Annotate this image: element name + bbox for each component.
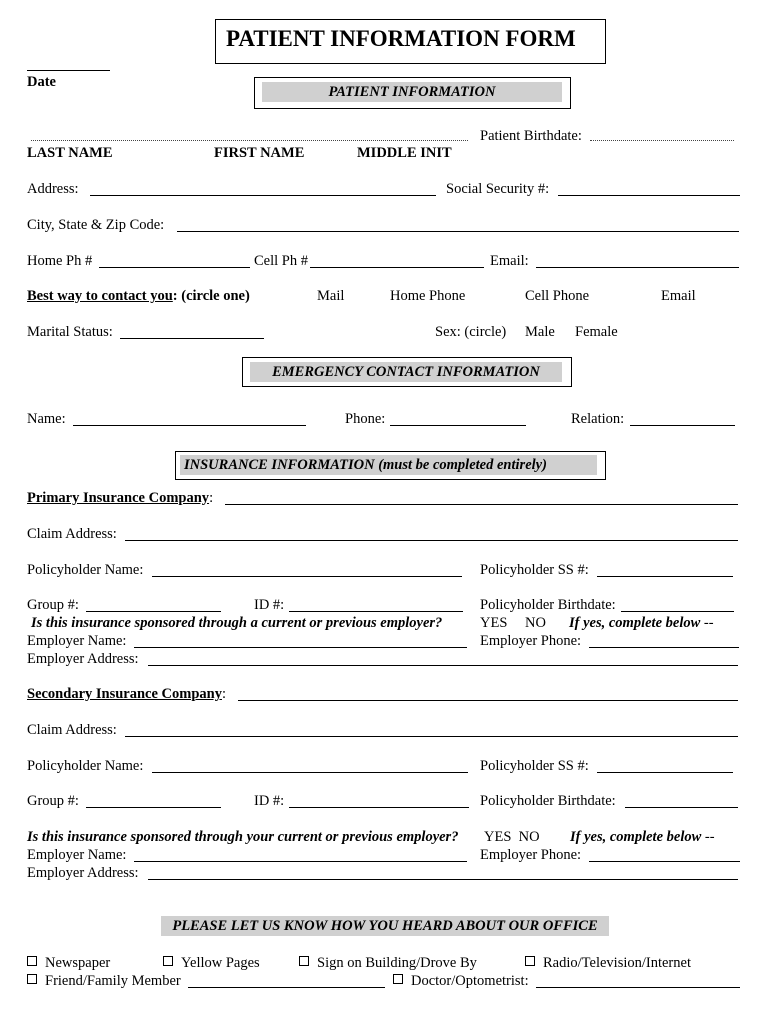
last-name-label: LAST NAME — [27, 145, 113, 161]
primary-employer-phone-label: Employer Phone: — [480, 633, 582, 649]
secondary-holder-name-line[interactable] — [152, 772, 468, 773]
secondary-employer-name-label: Employer Name: — [27, 847, 127, 863]
emergency-phone-label: Phone: — [345, 411, 386, 427]
secondary-claim-line[interactable] — [125, 736, 738, 737]
ssn-line[interactable] — [558, 195, 740, 196]
primary-employer-phone-line[interactable] — [589, 647, 739, 648]
sign-checkbox-icon[interactable] — [299, 956, 309, 966]
middle-init-label: MIDDLE INIT — [357, 145, 452, 161]
emergency-name-label: Name: — [27, 411, 66, 427]
emergency-relation-label: Relation: — [571, 411, 625, 427]
primary-employer-name-line[interactable] — [134, 647, 467, 648]
date-label: Date — [27, 74, 56, 90]
city-label: City, State & Zip Code: — [27, 217, 165, 233]
primary-id-line[interactable] — [289, 611, 463, 612]
marital-status-label: Marital Status: — [27, 324, 113, 340]
secondary-employer-phone-label: Employer Phone: — [480, 847, 582, 863]
contact-option-cell-phone[interactable]: Cell Phone — [525, 288, 590, 304]
secondary-holder-bd-line[interactable] — [625, 807, 738, 808]
primary-employer-address-label: Employer Address: — [27, 651, 139, 667]
heard-option-sign[interactable] — [299, 954, 477, 972]
emergency-section-title: EMERGENCY CONTACT INFORMATION — [250, 362, 562, 382]
primary-company-colon: : — [209, 490, 214, 506]
primary-holder-ss-line[interactable] — [597, 576, 733, 577]
primary-if-yes — [569, 614, 714, 632]
primary-holder-name-line[interactable] — [152, 576, 462, 577]
date-line[interactable] — [27, 70, 110, 71]
secondary-yes-no-options[interactable]: YES NO — [484, 829, 540, 845]
sign-label: Sign on Building/Drove By — [317, 955, 477, 971]
primary-if-yes-text: If yes, complete below — [569, 615, 701, 631]
newspaper-checkbox-icon[interactable] — [27, 956, 37, 966]
first-name-label: FIRST NAME — [214, 145, 305, 161]
sex-option-male[interactable]: Male — [525, 324, 555, 340]
primary-if-yes-dashes: -- — [703, 615, 714, 631]
contact-option-home-phone[interactable]: Home Phone — [390, 288, 466, 304]
radio-label: Radio/Television/Internet — [543, 955, 691, 971]
email-line[interactable] — [536, 267, 739, 268]
emergency-name-line[interactable] — [73, 425, 306, 426]
secondary-employer-phone-line[interactable] — [589, 861, 740, 862]
patient-name-line[interactable] — [31, 140, 468, 141]
primary-holder-bd-label: Policyholder Birthdate: — [480, 597, 616, 613]
primary-company-label — [27, 489, 213, 507]
secondary-company-label — [27, 685, 226, 703]
secondary-holder-bd-label: Policyholder Birthdate: — [480, 793, 616, 809]
primary-holder-name-label: Policyholder Name: — [27, 562, 144, 578]
newspaper-label: Newspaper — [45, 955, 111, 971]
home-phone-label: Home Ph # — [27, 253, 93, 269]
best-way-label — [27, 287, 250, 305]
secondary-if-yes-text: If yes, complete below — [570, 829, 702, 845]
secondary-claim-label: Claim Address: — [27, 722, 117, 738]
cell-phone-label: Cell Ph # — [254, 253, 308, 269]
friend-line[interactable] — [188, 987, 385, 988]
primary-holder-ss-label: Policyholder SS #: — [480, 562, 589, 578]
doctor-line[interactable] — [536, 987, 740, 988]
contact-option-email[interactable]: Email — [661, 288, 696, 304]
secondary-id-line[interactable] — [289, 807, 469, 808]
secondary-employer-address-line[interactable] — [148, 879, 738, 880]
secondary-id-label: ID #: — [254, 793, 285, 809]
marital-status-line[interactable] — [120, 338, 264, 339]
friend-checkbox-icon[interactable] — [27, 974, 37, 984]
primary-group-line[interactable] — [86, 611, 221, 612]
home-phone-line[interactable] — [99, 267, 250, 268]
doctor-label: Doctor/Optometrist: — [411, 973, 529, 989]
email-label: Email: — [490, 253, 529, 269]
sex-label: Sex: (circle) — [435, 324, 507, 340]
primary-group-label: Group #: — [27, 597, 79, 613]
secondary-group-line[interactable] — [86, 807, 221, 808]
patient-section-title: PATIENT INFORMATION — [262, 82, 562, 102]
secondary-company-text: Secondary Insurance Company — [27, 686, 222, 702]
doctor-checkbox-icon[interactable] — [393, 974, 403, 984]
secondary-if-yes-dashes: -- — [704, 829, 715, 845]
address-label: Address: — [27, 181, 79, 197]
heard-option-newspaper[interactable] — [27, 954, 110, 972]
secondary-company-colon: : — [221, 686, 226, 702]
secondary-employer-name-line[interactable] — [134, 861, 467, 862]
city-line[interactable] — [177, 231, 739, 232]
emergency-relation-line[interactable] — [630, 425, 735, 426]
address-line[interactable] — [90, 195, 436, 196]
heard-option-doctor[interactable] — [393, 972, 529, 990]
patient-birthdate-label: Patient Birthdate: — [480, 128, 582, 144]
yellow-pages-label: Yellow Pages — [181, 955, 260, 971]
secondary-group-label: Group #: — [27, 793, 79, 809]
primary-id-label: ID #: — [254, 597, 285, 613]
friend-label: Friend/Family Member — [45, 973, 181, 989]
best-way-text: Best way to contact you — [27, 288, 173, 304]
primary-claim-line[interactable] — [125, 540, 738, 541]
secondary-company-line[interactable] — [238, 700, 738, 701]
secondary-sponsored-question: Is this insurance sponsored through your current or previous employer? — [27, 829, 459, 845]
contact-option-mail[interactable]: Mail — [317, 288, 345, 304]
primary-employer-name-label: Employer Name: — [27, 633, 127, 649]
primary-sponsored-question: Is this insurance sponsored through a current or previous employer? — [31, 615, 443, 631]
primary-claim-label: Claim Address: — [27, 526, 117, 542]
heard-option-yellow-pages[interactable] — [163, 954, 260, 972]
secondary-employer-address-label: Employer Address: — [27, 865, 139, 881]
insurance-section-title: INSURANCE INFORMATION (must be completed entirely) — [180, 455, 597, 475]
radio-checkbox-icon[interactable] — [525, 956, 535, 966]
patient-birthdate-line[interactable] — [590, 140, 734, 141]
yellow-pages-checkbox-icon[interactable] — [163, 956, 173, 966]
heard-option-radio[interactable] — [525, 954, 691, 972]
circle-one-text: : (circle one) — [172, 288, 250, 304]
primary-employer-address-line[interactable] — [148, 665, 738, 666]
secondary-holder-ss-label: Policyholder SS #: — [480, 758, 589, 774]
primary-yes-option[interactable]: YES — [480, 615, 508, 631]
primary-holder-bd-line[interactable] — [621, 611, 734, 612]
secondary-if-yes — [570, 828, 715, 846]
heard-section-title: PLEASE LET US KNOW HOW YOU HEARD ABOUT OUR OFFICE — [161, 916, 609, 936]
form-title: PATIENT INFORMATION FORM — [226, 26, 576, 51]
heard-option-friend[interactable] — [27, 972, 181, 990]
secondary-holder-ss-line[interactable] — [597, 772, 733, 773]
sex-option-female[interactable]: Female — [575, 324, 618, 340]
primary-no-option[interactable]: NO — [525, 615, 546, 631]
primary-company-line[interactable] — [225, 504, 738, 505]
ssn-label: Social Security #: — [446, 181, 550, 197]
cell-phone-line[interactable] — [310, 267, 484, 268]
emergency-phone-line[interactable] — [390, 425, 526, 426]
primary-company-text: Primary Insurance Company — [27, 490, 210, 506]
secondary-holder-name-label: Policyholder Name: — [27, 758, 144, 774]
